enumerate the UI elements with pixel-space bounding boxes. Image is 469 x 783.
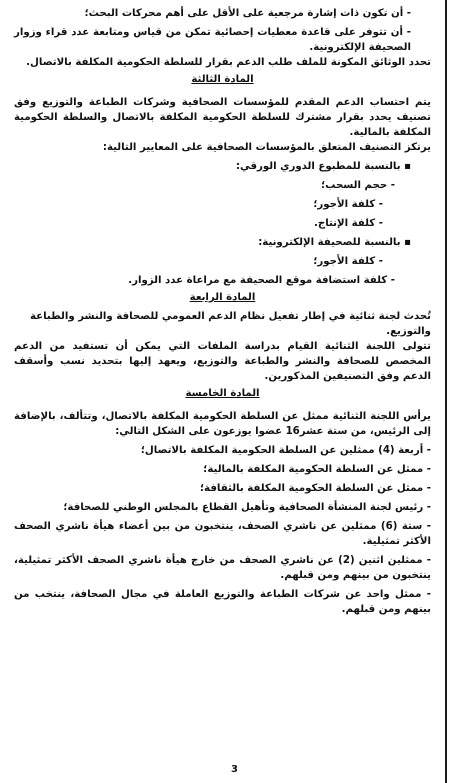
article-heading-3: المادة الثالثة <box>191 74 254 85</box>
list-item: - ممثل عن السلطة الحكومية المكلفة بالمالية؛ <box>203 464 431 475</box>
list-item: - كلفة استضافة موقع الصحيفة مع مراعاة عدد الزوار. <box>128 275 395 286</box>
list-item: - كلفة الإنتاج. <box>313 218 383 229</box>
margin-rule <box>445 0 447 783</box>
article-heading-4: المادة الرابعة <box>189 292 256 303</box>
list-item: ▪ بالنسبة للصحيفة الإلكترونية: <box>258 237 411 248</box>
list-item: - أن تتوفر على قاعدة معطيات إحصائية تمكن من قياس ومتابعة عدد قراء وزوار الصحيفة الإلكترونية. <box>14 27 411 53</box>
paragraph: يرأس اللجنة الثنائية ممثل عن السلطة الحكومية المكلفة بالاتصال، وتتألف، بالإضافة إلى الرئيس، من ستة عشر16 عضوا يوزعون على الشكل التالي: <box>14 411 431 437</box>
paragraph: تُحدث لجنة ثنائية في إطار تفعيل نظام الدعم العمومي للصحافة والنشر والطباعة والتوزيع. <box>29 311 431 337</box>
list-item: - حجم السحب؛ <box>321 180 395 191</box>
list-item: ▪ بالنسبة للمطبوع الدوري الورقي: <box>235 161 411 172</box>
article-heading-5: المادة الخامسة <box>185 388 260 399</box>
list-item: - ممثل عن السلطة الحكومية المكلفة بالثقافة؛ <box>199 483 431 494</box>
list-item: - أن تكون ذات إشارة مرجعية على الأقل على أهم محركات البحث؛ <box>84 8 411 19</box>
list-item: - ستة (6) ممثلين عن ناشري الصحف، ينتخبون من بين أعضاء هيأة ناشري الصحف الأكثر تمثيلية. <box>14 521 431 547</box>
paragraph: تحدد الوثائق المكونة للملف طلب الدعم بقرار للسلطة الحكومية المكلفة بالاتصال. <box>26 57 431 68</box>
paragraph: تتولى اللجنة الثنائية القيام بدراسة الملفات التي يمكن أن تستفيد من الدعم المخصص للصحافة والنشر والطباعة والتوزيع، ويعهد إليها بتحديد نسب وأسقف الدعم وفق التصنيفين المذكورين. <box>14 341 431 382</box>
document-body <box>14 6 431 617</box>
list-item: - كلفة الأجور؛ <box>313 199 383 210</box>
list-item: - ممثلين اثنين (2) عن ناشري الصحف من خارج هيأة ناشري الصحف الأكثر تمثيلية، ينتخبون من بينهم ومن قبلهم. <box>14 555 431 581</box>
page-number: 3 <box>231 764 238 775</box>
list-item: - رئيس لجنة المنشأة الصحافية وتأهيل القطاع بالمجلس الوطني للصحافة؛ <box>63 502 431 513</box>
list-item: - أربعة (4) ممثلين عن السلطة الحكومية المكلفة بالاتصال؛ <box>140 445 431 456</box>
paragraph: يرتكز التصنيف المتعلق بالمؤسسات الصحافية على المعايير التالية: <box>102 142 431 153</box>
paragraph: يتم احتساب الدعم المقدم للمؤسسات الصحافية وشركات الطباعة والتوزيع وفق تصنيف يحدد بقرار مشترك للسلطة الحكومية المكلفة بالاتصال والسلطة الحكومية المكلفة بالمالية. <box>14 97 431 138</box>
list-item: - كلفة الأجور؛ <box>313 256 383 267</box>
list-item: - ممثل واحد عن شركات الطباعة والتوزيع العاملة في مجال الصحافة، ينتخب من بينهم ومن قبلهم. <box>14 589 431 615</box>
